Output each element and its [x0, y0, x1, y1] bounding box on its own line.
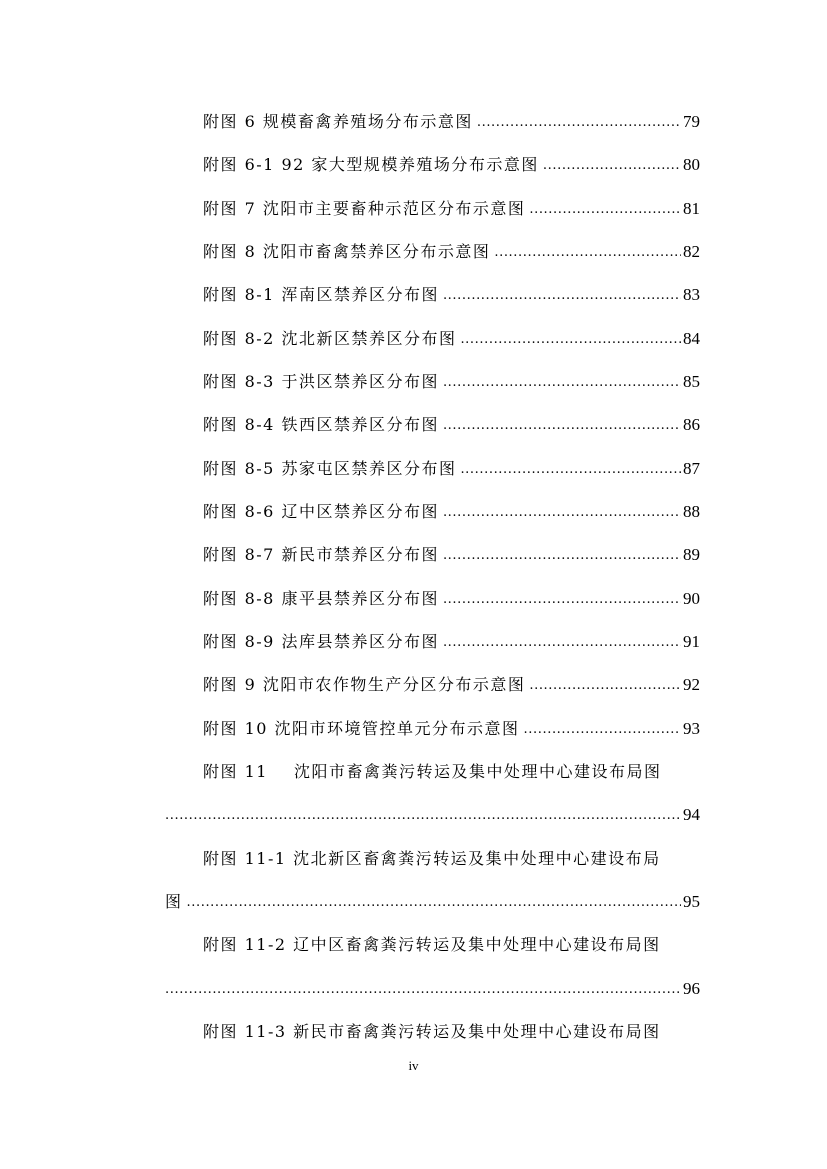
toc-entry-title: 附图 8-1 浑南区禁养区分布图 — [203, 285, 439, 304]
toc-leader — [529, 677, 681, 695]
toc-entry-title: 附图 8-8 康平县禁养区分布图 — [203, 589, 439, 608]
toc-entry — [203, 719, 700, 739]
toc-entry-heading — [203, 762, 700, 782]
toc-entry-continuation — [165, 805, 700, 825]
toc-leader — [529, 201, 681, 219]
toc-entry-heading — [203, 849, 700, 869]
toc-entry — [203, 199, 700, 219]
toc-entry-page: 87 — [683, 459, 700, 478]
toc-leader — [443, 504, 681, 522]
toc-entry-title: 附图 11-3 新民市畜禽粪污转运及集中处理中心建设布局图 — [203, 1022, 661, 1041]
toc-leader — [524, 721, 681, 739]
toc-entry-title: 附图 8-4 铁西区禁养区分布图 — [203, 415, 439, 434]
toc-entry — [203, 502, 700, 522]
toc-entry-page: 91 — [683, 632, 700, 651]
toc-entry — [203, 675, 700, 695]
toc-entry-title: 附图 8 沈阳市畜禽禁养区分布示意图 — [203, 242, 491, 261]
toc-leader — [443, 417, 681, 435]
toc-entry — [203, 415, 700, 435]
toc-entry-page: 84 — [683, 329, 700, 348]
toc-entry-page: 94 — [683, 805, 700, 824]
toc-entry-title: 附图 9 沈阳市农作物生产分区分布示意图 — [203, 675, 526, 694]
toc-entry-title: 附图 8-9 法库县禁养区分布图 — [203, 632, 439, 651]
page-number: iv — [408, 1058, 419, 1073]
toc-entry-title: 附图 8-2 沈北新区禁养区分布图 — [203, 329, 457, 348]
toc-entry-page: 88 — [683, 502, 700, 521]
toc-leader — [477, 114, 681, 132]
toc-leader — [165, 981, 681, 999]
toc-leader — [443, 374, 681, 392]
toc-leader — [165, 807, 681, 825]
toc-entry-page: 90 — [683, 589, 700, 608]
toc-entry — [203, 372, 700, 392]
toc-entry — [203, 112, 700, 132]
toc-entry-page: 82 — [683, 242, 700, 261]
toc-entry-page: 95 — [683, 892, 700, 911]
toc-entry-title: 附图 8-6 辽中区禁养区分布图 — [203, 502, 439, 521]
toc-entry-page: 80 — [683, 155, 700, 174]
toc-entry-page: 93 — [683, 719, 700, 738]
toc-entry-continuation — [165, 892, 700, 912]
toc-entry-title: 附图 11-1 沈北新区畜禽粪污转运及集中处理中心建设布局 — [203, 849, 661, 868]
toc-leader — [187, 894, 681, 912]
toc-leader — [494, 244, 681, 262]
toc-entry-label: 附图 11 — [203, 762, 268, 781]
toc-entry-title: 附图 10 沈阳市环境管控单元分布示意图 — [203, 719, 520, 738]
toc-leader — [443, 634, 681, 652]
toc-leader — [443, 547, 681, 565]
toc-leader — [443, 591, 681, 609]
toc-entry-title: 附图 8-3 于洪区禁养区分布图 — [203, 372, 439, 391]
toc-entry-title: 附图 11-2 辽中区畜禽粪污转运及集中处理中心建设布局图 — [203, 935, 661, 954]
toc-entry-title: 附图 6 规模畜禽养殖场分布示意图 — [203, 112, 473, 131]
toc-entry-page: 81 — [683, 199, 700, 218]
toc-entry-page: 96 — [683, 979, 700, 998]
toc-entry-title: 附图 8-5 苏家屯区禁养区分布图 — [203, 459, 457, 478]
toc-entry-page: 92 — [683, 675, 700, 694]
toc-entry-page: 89 — [683, 545, 700, 564]
toc-entry-continuation — [165, 979, 700, 999]
toc-entry — [203, 242, 700, 262]
toc-entry — [203, 589, 700, 609]
toc-entry-page: 86 — [683, 415, 700, 434]
toc-entry-heading — [203, 1022, 700, 1042]
toc-leader — [443, 287, 681, 305]
toc-entry — [203, 329, 700, 349]
toc-entry-title: 沈阳市畜禽粪污转运及集中处理中心建设布局图 — [293, 762, 662, 781]
toc-entry-page: 83 — [683, 285, 700, 304]
toc-entry-page: 85 — [683, 372, 700, 391]
toc-entry — [203, 545, 700, 565]
toc-entry — [203, 155, 700, 175]
toc-entry — [203, 285, 700, 305]
toc-entry-title-continuation: 图 — [165, 892, 183, 911]
toc-leader — [460, 461, 681, 479]
toc-leader — [543, 157, 681, 175]
toc-entry-heading — [203, 935, 700, 955]
toc-entry-title: 附图 6-1 92 家大型规模养殖场分布示意图 — [203, 155, 539, 174]
toc-entry-title: 附图 8-7 新民市禁养区分布图 — [203, 545, 439, 564]
toc-entry-title: 附图 7 沈阳市主要畜种示范区分布示意图 — [203, 199, 526, 218]
toc-entry — [203, 632, 700, 652]
toc-leader — [460, 331, 681, 349]
toc-entry — [203, 459, 700, 479]
toc-entry-page: 79 — [683, 112, 700, 131]
